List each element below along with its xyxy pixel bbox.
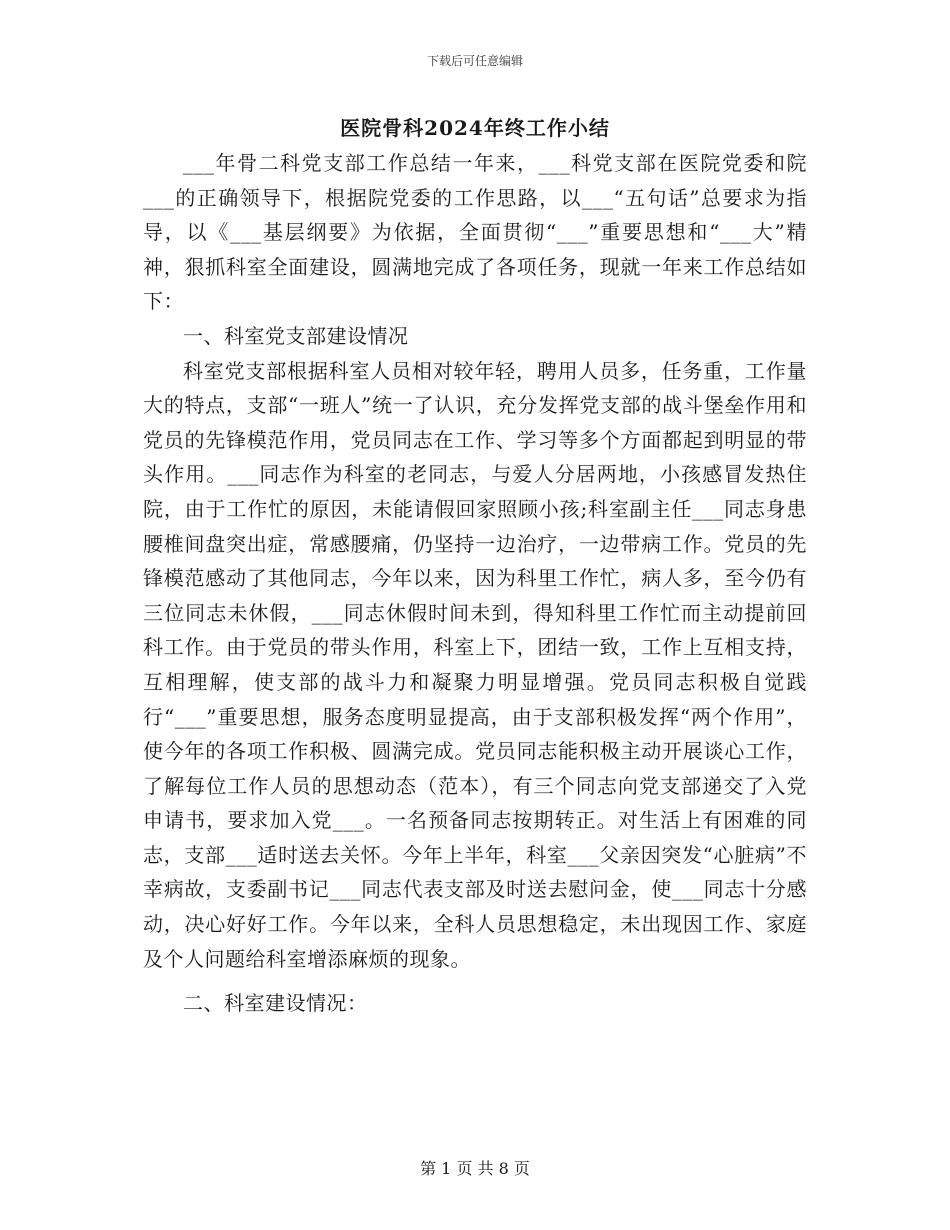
header-note: 下载后可任意编辑 — [426, 54, 523, 68]
intro-paragraph: ___年骨二科党支部工作总结一年来，___科党支部在医院党委和院___的正确领导下，根据院党委的工作思路，以___“五句话”总要求为指导，以《___基层纲要》为依据，全面贯彻“___”重要思想和“___大”精神，狠抓科室全面建设，圆满地完成了各项任务，现就一年来工作总结如下： — [143, 151, 807, 314]
section-heading-1: 一、科室党支部建设情况 — [183, 323, 409, 348]
section-heading-2: 二、科室建设情况： — [183, 991, 368, 1016]
document-body — [143, 146, 807, 1021]
document-title: 医院骨科2024年终工作小结 — [340, 116, 610, 140]
page-footer: 第 1 页 共 8 页 — [420, 1159, 530, 1178]
section-1-paragraph: 科室党支部根据科室人员相对较年轻，聘用人员多，任务重，工作量大的特点，支部“一班人”统一了认识，充分发挥党支部的战斗堡垒作用和党员的先锋模范作用，党员同志在工作、学习等多个方面都起到明显的带头作用。___同志作为科室的老同志，与爱人分居两地，小孩感冒发热住院，由于工作忙的原因，未能请假回家照顾小孩;科室副主任___同志身患腰椎间盘突出症，常感腰痛，仍坚持一边治疗，一边带病工作。党员的先锋模范感动了其他同志，今年以来，因为科里工作忙，病人多，至今仍有三位同志未休假，___同志休假时间未到，得知科里工作忙而主动提前回科工作。由于党员的带头作用，科室上下，团结一致，工作上互相支持，互相理解，使支部的战斗力和凝聚力明显增强。党员同志积极自觉践行“___”重要思想，服务态度明显提高，由于支部积极发挥“两个作用”，使今年的各项工作积极、圆满完成。党员同志能积极主动开展谈心工作，了解每位工作人员的思想动态（范本），有三个同志向党支部递交了入党申请书，要求加入党___。一名预备同志按期转正。对生活上有困难的同志，支部___适时送去关怀。今年上半年，科室___父亲因突发“心脏病”不幸病故，支委副书记___同志代表支部及时送去慰问金，使___同志十分感动，决心好好工作。今年以来，全科人员思想稳定，未出现因工作、家庭及个人问题给科室增添麻烦的现象。 — [143, 358, 807, 971]
